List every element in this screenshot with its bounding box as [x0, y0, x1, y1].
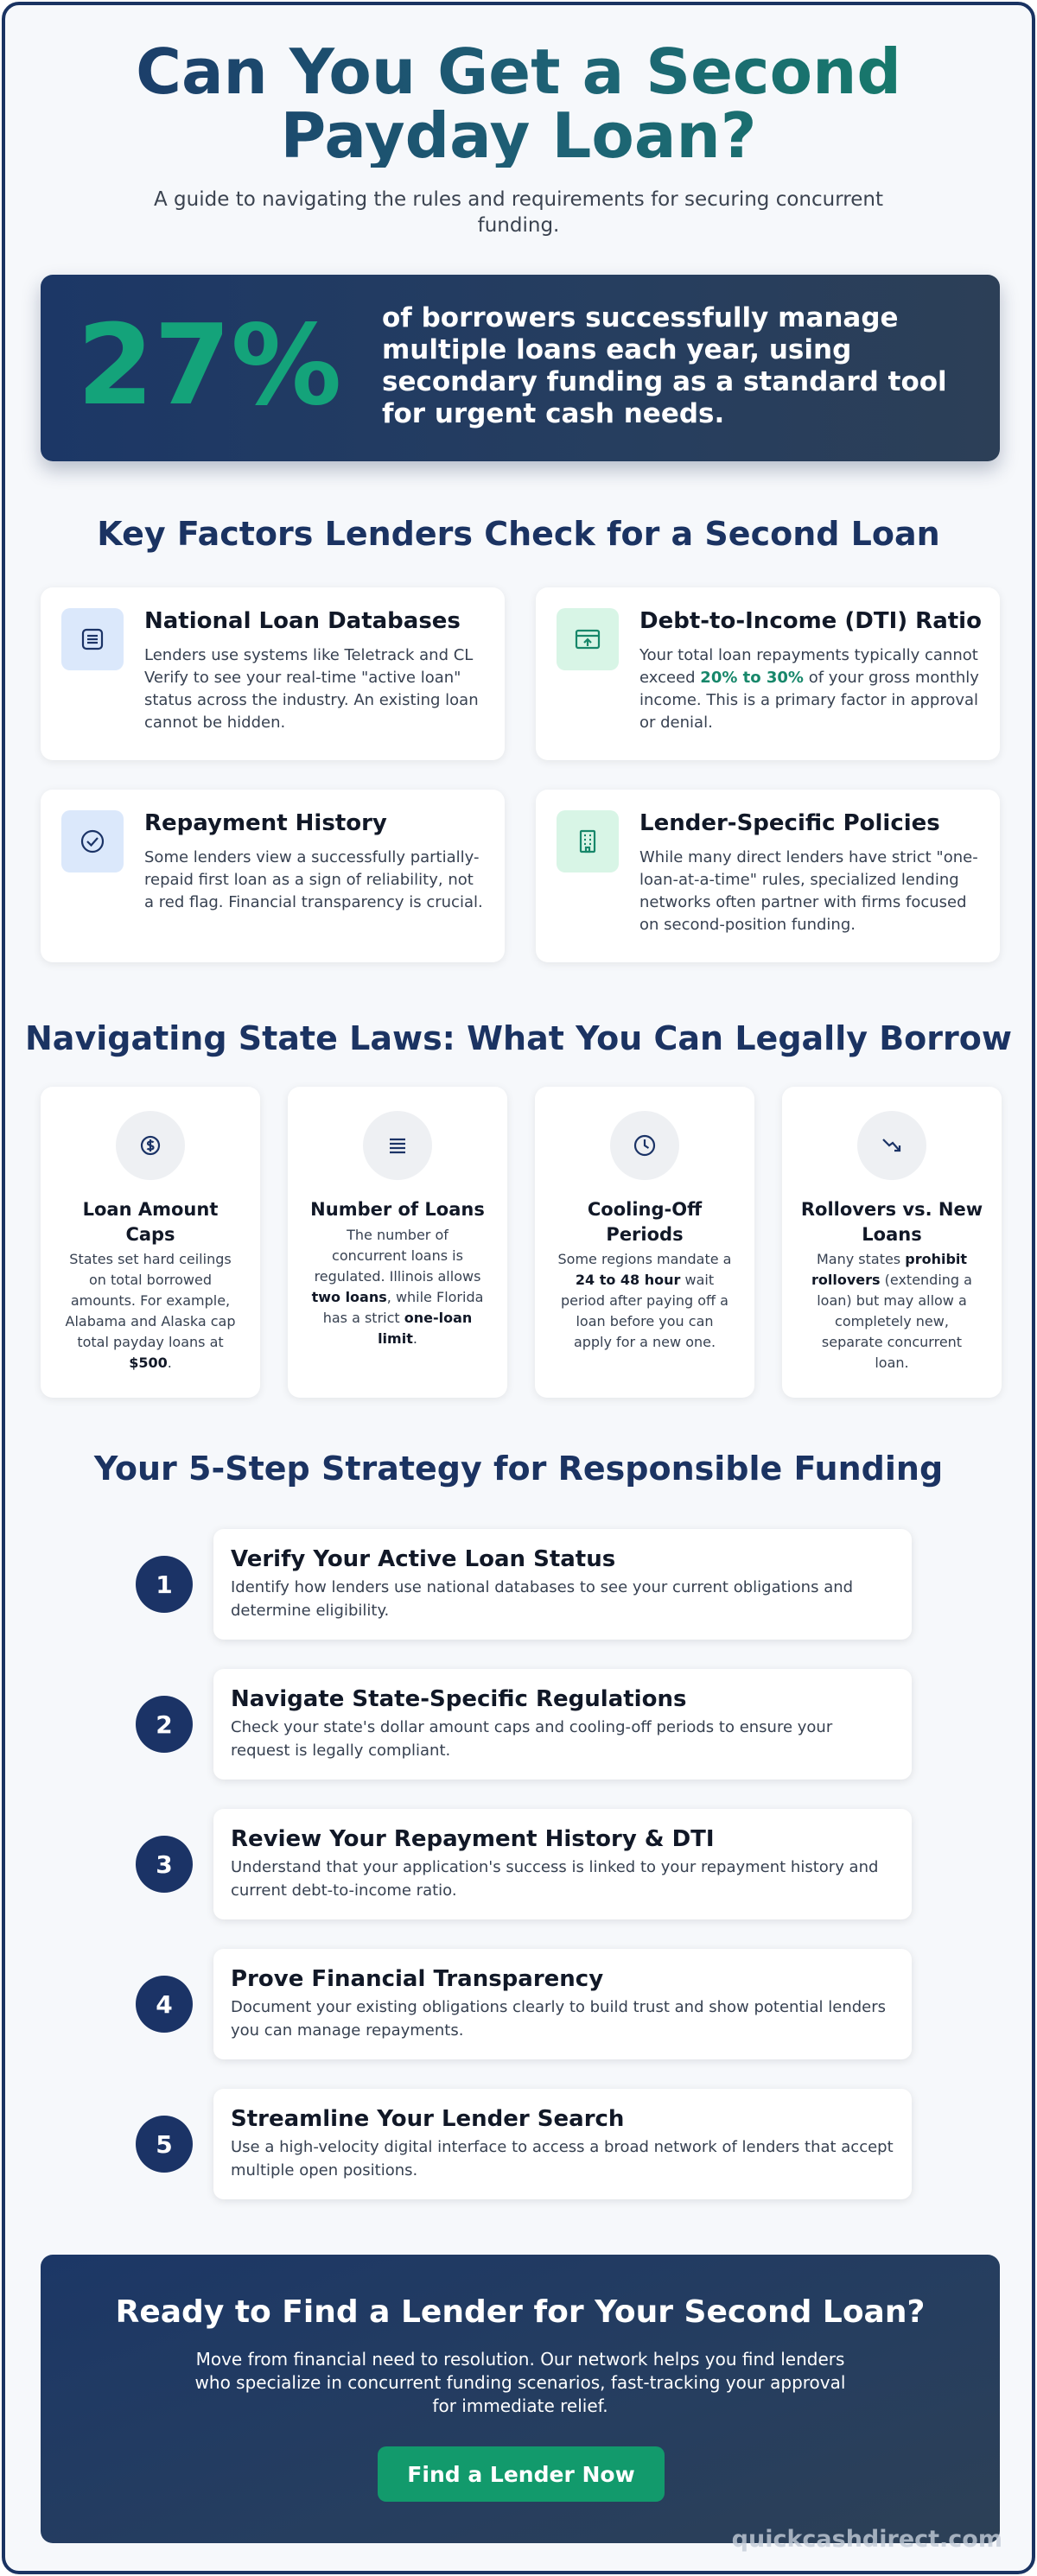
step-title: Streamline Your Lender Search: [231, 2106, 625, 2132]
law-card-cooling: [535, 1087, 754, 1398]
factor-desc: While many direct lenders have strict "one-loan-at-a-time" rules, specialized lending networks often partner with firms focused on second-position funding.: [639, 848, 978, 934]
factor-heading: Debt-to-Income (DTI) Ratio: [639, 608, 982, 634]
laws-title: Navigating State Laws: What You Can Legally Borrow: [25, 1019, 1012, 1057]
dollar-coin-icon: [116, 1111, 185, 1180]
steps-title: Your 5-Step Strategy for Responsible Funding: [93, 1450, 944, 1488]
law-heading: Loan Amount Caps: [82, 1199, 219, 1245]
building-icon: [557, 810, 619, 872]
factors-title: Key Factors Lenders Check for a Second Loan: [97, 515, 940, 553]
step-title: Review Your Repayment History & DTI: [231, 1826, 715, 1852]
trend-down-arrow-icon: [857, 1111, 926, 1180]
factor-card-policies: [536, 790, 1000, 962]
law-heading: Rollovers vs. New Loans: [800, 1199, 983, 1245]
law-card-caps: [41, 1087, 260, 1398]
law-heading: Cooling-Off Periods: [587, 1199, 703, 1245]
factor-heading: National Loan Databases: [144, 608, 461, 634]
step-title: Navigate State-Specific Regulations: [231, 1686, 687, 1712]
stat-number: 27%: [77, 301, 342, 430]
money-transfer-icon: [557, 608, 619, 670]
step-title: Verify Your Active Loan Status: [231, 1546, 616, 1572]
factor-heading: Repayment History: [144, 810, 387, 836]
step-card-2: [213, 1669, 912, 1780]
infographic-frame: [2, 2, 1035, 2574]
step-number-2: 2: [136, 1696, 193, 1753]
step-card-5: [213, 2089, 912, 2199]
law-desc: Many states prohibit rollovers (extending a loan) but may allow a completely new, separate concurrent loan.: [811, 1251, 972, 1371]
dti-highlight: 20% to 30%: [700, 669, 804, 687]
step-desc: Understand that your application's success is linked to your repayment history and current debt-to-income ratio.: [231, 1858, 879, 1900]
hero: [5, 35, 1032, 238]
step-card-1: [213, 1529, 912, 1640]
step-number-1: 1: [136, 1556, 193, 1613]
watermark: quickcashdirect.com: [731, 2526, 1002, 2553]
law-card-rollovers: [782, 1087, 1002, 1398]
law-desc: The number of concurrent loans is regulated. Illinois allows two loans, while Florida has a strict one-loan limit.: [311, 1227, 484, 1347]
cta-title: Ready to Find a Lender for Your Second Loan?: [115, 2294, 926, 2330]
stat-banner: [41, 275, 1000, 461]
step-card-3: [213, 1809, 912, 1919]
step-card-4: [213, 1949, 912, 2059]
law-card-number: [288, 1087, 507, 1398]
step-desc: Use a high-velocity digital interface to access a broad network of lenders that accept multiple open positions.: [231, 2138, 894, 2179]
law-heading: Number of Loans: [310, 1199, 485, 1220]
factor-card-databases: [41, 587, 505, 760]
factor-card-dti: [536, 587, 1000, 760]
factor-desc: Your total loan repayments typically cannot exceed 20% to 30% of your gross monthly income. This is a primary factor in approval or denial.: [639, 646, 979, 732]
check-circle-icon: [61, 810, 124, 872]
cta-panel: [41, 2255, 1000, 2543]
clock-icon: [610, 1111, 679, 1180]
factor-desc: Lenders use systems like Teletrack and CL Verify to see your real-time "active loan" status across the industry. An existing loan cannot be hidden.: [144, 646, 479, 732]
cta-text: Move from financial need to resolution. Our network helps you find lenders who specialize in concurrent funding scenarios, fast-tracking your approval for immediate relief.: [194, 2349, 846, 2416]
law-desc: Some regions mandate a 24 to 48 hour wait period after paying off a loan before you can apply for a new one.: [557, 1251, 732, 1350]
find-lender-button[interactable]: Find a Lender Now: [378, 2446, 665, 2502]
step-number-4: 4: [136, 1976, 193, 2033]
database-card-icon: [61, 608, 124, 670]
factor-card-repayment: [41, 790, 505, 962]
list-lines-icon: [363, 1111, 432, 1180]
step-number-5: 5: [136, 2116, 193, 2173]
step-desc: Document your existing obligations clearly to build trust and show potential lenders you can manage repayments.: [231, 1998, 887, 2040]
page-title: Can You Get a Second Payday Loan?: [86, 40, 951, 168]
step-title: Prove Financial Transparency: [231, 1966, 604, 1992]
page-subtitle: A guide to navigating the rules and requirements for securing concurrent funding.: [154, 188, 883, 237]
step-desc: Check your state's dollar amount caps and cooling-off periods to ensure your request is legally compliant.: [231, 1718, 833, 1760]
stat-text: of borrowers successfully manage multiple loans each year, using secondary funding as a standard tool for urgent cash needs.: [382, 302, 947, 429]
step-number-3: 3: [136, 1836, 193, 1893]
factor-desc: Some lenders view a successfully partially-repaid first loan as a sign of reliability, not a red flag. Financial transparency is crucial.: [144, 848, 483, 911]
step-desc: Identify how lenders use national databases to see your current obligations and determine eligibility.: [231, 1578, 854, 1620]
factor-heading: Lender-Specific Policies: [639, 810, 940, 836]
law-desc: States set hard ceilings on total borrowed amounts. For example, Alabama and Alaska cap total payday loans at $500.: [65, 1251, 236, 1371]
